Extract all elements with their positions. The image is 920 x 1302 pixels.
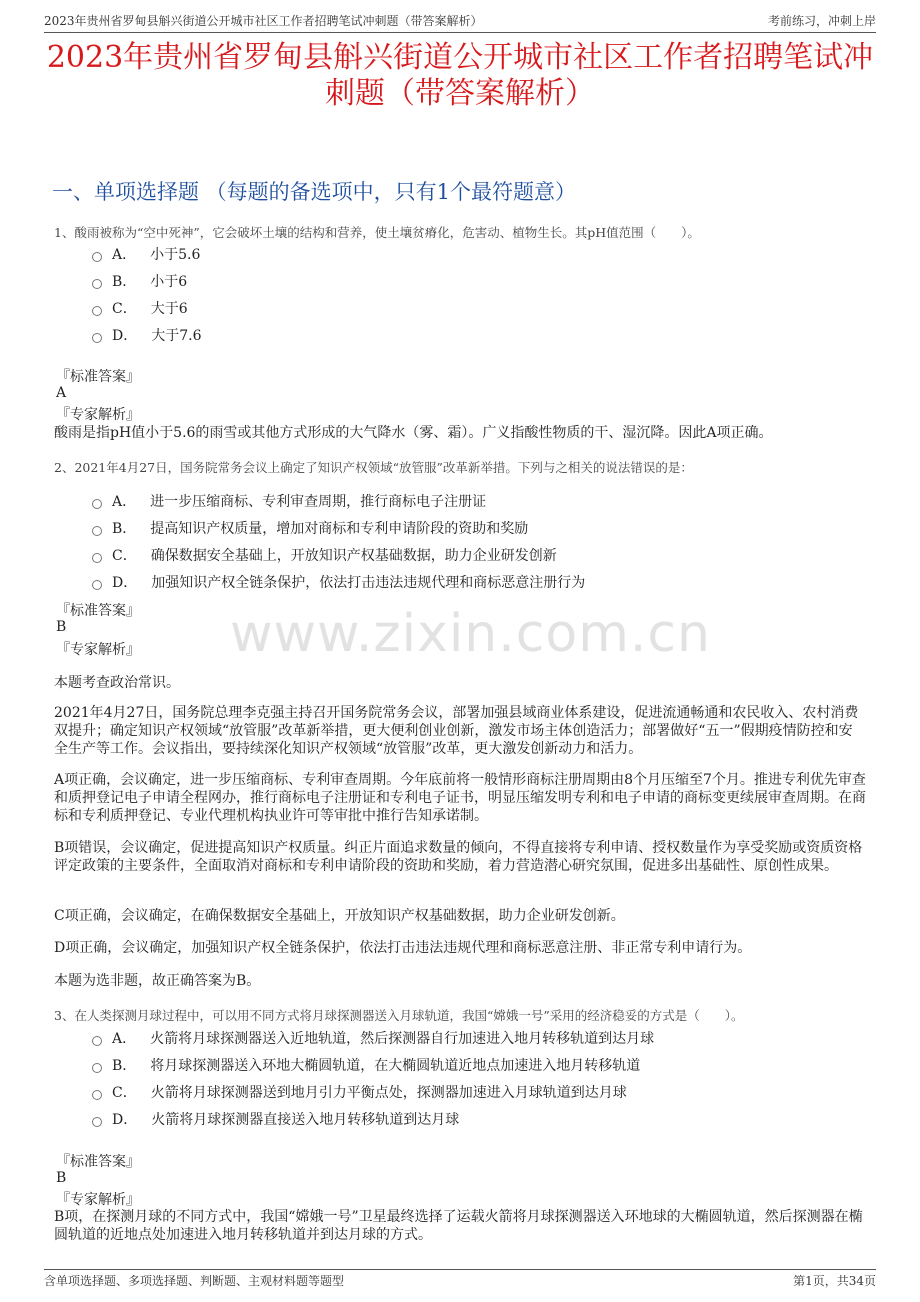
option-d[interactable]: [92, 325, 202, 345]
analysis-paragraph: C项正确，会议确定，在确保数据安全基础上，开放知识产权基础数据，助力企业研发创新。: [54, 908, 625, 924]
expert-analysis-label: 『专家解析』: [56, 407, 140, 423]
radio-button[interactable]: [92, 499, 102, 509]
option-letter: B．: [112, 1058, 137, 1074]
analysis-paragraph: B项错误，会议确定，促进提高知识产权质量。纠正片面追求数量的倾向，不得直接将专利申请、授权数量作为享受奖励或资质资格评定政策的主要条件，全面取消对商标和专利申请阶段的资助和奖励，着力营造潜心研究氛围，促进多出基础性、原创性成果。: [54, 840, 863, 874]
option-text: 大于6: [150, 301, 188, 317]
analysis-paragraph: 本题为选非题，故正确答案为B。: [54, 973, 261, 989]
answer-value: B: [56, 1170, 67, 1186]
option-letter: B．: [112, 274, 137, 290]
expert-analysis-label: 『专家解析』: [56, 1192, 140, 1208]
answer-value: B: [56, 619, 67, 635]
question-stem: 3、在人类探测月球过程中，可以用不同方式将月球探测器送入月球轨道，我国“嫦娥一号”采用的经济稳妥的方式是（ ）。: [54, 1008, 744, 1023]
standard-answer-label: 『标准答案』: [56, 1154, 140, 1170]
option-letter: A．: [112, 494, 137, 510]
option-text: 火箭将月球探测器送入近地轨道，然后探测器自行加速进入地月转移轨道到达月球: [150, 1031, 655, 1047]
standard-answer-label: 『标准答案』: [56, 603, 140, 619]
analysis-paragraph: 酸雨是指pH值小于5.6的雨雪或其他方式形成的大气降水（雾、霜）。广义指酸性物质的干、湿沉降。因此A项正确。: [54, 425, 773, 441]
option-c[interactable]: [92, 298, 188, 318]
radio-button[interactable]: [92, 279, 102, 289]
page-title: [40, 40, 880, 112]
option-text: 火箭将月球探测器送到地月引力平衡点处，探测器加速进入月球轨道到达月球: [150, 1085, 627, 1101]
option-b[interactable]: [92, 1055, 640, 1075]
header-divider: [44, 32, 876, 33]
option-text: 火箭将月球探测器直接送入地月转移轨道到达月球: [151, 1112, 460, 1128]
expert-analysis-label: 『专家解析』: [56, 642, 140, 658]
footer-page-number: 第1页，共34页: [793, 1274, 876, 1288]
radio-button[interactable]: [92, 252, 102, 262]
analysis-paragraph: D项正确，会议确定，加强知识产权全链条保护，依法打击违法违规代理和商标恶意注册、非正常专利申请行为。: [54, 940, 752, 956]
radio-button[interactable]: [92, 553, 102, 563]
option-text: 小于6: [150, 274, 188, 290]
footer-question-types: 含单项选择题、多项选择题、判断题、主观材料题等题型: [44, 1274, 345, 1288]
header-slogan: 考前练习，冲刺上岸: [767, 14, 876, 28]
option-b[interactable]: [92, 518, 528, 538]
option-d[interactable]: [92, 572, 585, 592]
page-title-line-1: 2023年贵州省罗甸县斛兴街道公开城市社区工作者招聘笔试冲: [46, 40, 874, 75]
option-a[interactable]: [92, 1028, 654, 1048]
option-b[interactable]: [92, 271, 187, 291]
option-letter: C．: [112, 548, 137, 564]
radio-button[interactable]: [92, 580, 102, 590]
question-stem: 1、酸雨被称为“空中死神”，它会破坏土壤的结构和营养，使土壤贫瘠化，危害动、植物生长。其pH值范围（ ）。: [54, 225, 700, 240]
radio-button[interactable]: [92, 1090, 102, 1100]
option-letter: A．: [112, 247, 137, 263]
option-c[interactable]: [92, 545, 557, 565]
analysis-paragraph: B项，在探测月球的不同方式中，我国“嫦娥一号”卫星最终选择了运载火箭将月球探测器送入环地球的大椭圆轨道，然后探测器在椭圆轨道的近地点处加速进入地月转移轨道并到达月球的方式。: [54, 1209, 863, 1243]
answer-value: A: [56, 385, 67, 401]
analysis-paragraph: A项正确，会议确定，进一步压缩商标、专利审查周期。今年底前将一般情形商标注册周期由8个月压缩至7个月。推进专利优先审查和质押登记电子申请全程网办，推行商标电子注册证和专利电子证书，明显压缩发明专利和电子申请的商标变更续展审查周期。在商标和专利质押登记、专业代理机构执业许可等审批中推行告知承诺制。: [54, 772, 866, 824]
option-c[interactable]: [92, 1082, 627, 1102]
standard-answer-label: 『标准答案』: [56, 369, 140, 385]
page-title-line-2: 刺题（带答案解析）: [325, 76, 595, 111]
option-text: 提高知识产权质量，增加对商标和专利申请阶段的资助和奖励: [150, 521, 529, 537]
watermark: www.zixin.com.cn: [230, 604, 711, 664]
radio-button[interactable]: [92, 1117, 102, 1127]
option-text: 小于5.6: [150, 247, 201, 263]
option-text: 加强知识产权全链条保护，依法打击违法违规代理和商标恶意注册行为: [151, 575, 586, 591]
option-text: 将月球探测器送入环地大椭圆轨道，在大椭圆轨道近地点加速进入地月转移轨道: [150, 1058, 641, 1074]
question-stem: 2、2021年4月27日，国务院常务会议上确定了知识产权领域“放管服”改革新举措。下列与之相关的说法错误的是：: [54, 460, 693, 475]
radio-button[interactable]: [92, 306, 102, 316]
radio-button[interactable]: [92, 1036, 102, 1046]
option-letter: D．: [112, 1112, 138, 1128]
radio-button[interactable]: [92, 333, 102, 343]
option-letter: D．: [112, 328, 138, 344]
option-letter: C．: [112, 1085, 137, 1101]
option-text: 大于7.6: [151, 328, 202, 344]
option-text: 进一步压缩商标、专利审查周期，推行商标电子注册证: [150, 494, 487, 510]
footer-divider: [44, 1269, 876, 1270]
option-letter: D．: [112, 575, 138, 591]
option-a[interactable]: [92, 244, 200, 264]
option-letter: A．: [112, 1031, 137, 1047]
section-heading: 一、单项选择题 （每题的备选项中，只有1个最符题意）: [52, 180, 577, 204]
radio-button[interactable]: [92, 526, 102, 536]
radio-button[interactable]: [92, 1063, 102, 1073]
analysis-paragraph: 2021年4月27日，国务院总理李克强主持召开国务院常务会议，部署加强县域商业体系建设，促进流通畅通和农民收入、农村消费双提升；确定知识产权领域“放管服”改革新举措，更大便利创业创新，激发市场主体创造活力；部署做好“五一”假期疫情防控和安全生产等工作。会议指出，要持续深化知识产权领域“放管服”改革，更大激发创新动力和活力。: [54, 705, 859, 757]
option-a[interactable]: [92, 491, 486, 511]
option-text: 确保数据安全基础上，开放知识产权基础数据，助力企业研发创新: [150, 548, 557, 564]
option-d[interactable]: [92, 1109, 459, 1129]
analysis-paragraph: 本题考查政治常识。: [54, 675, 180, 691]
header-document-title: 2023年贵州省罗甸县斛兴街道公开城市社区工作者招聘笔试冲刺题（带答案解析）: [44, 14, 483, 28]
option-letter: C．: [112, 301, 137, 317]
option-letter: B．: [112, 521, 137, 537]
